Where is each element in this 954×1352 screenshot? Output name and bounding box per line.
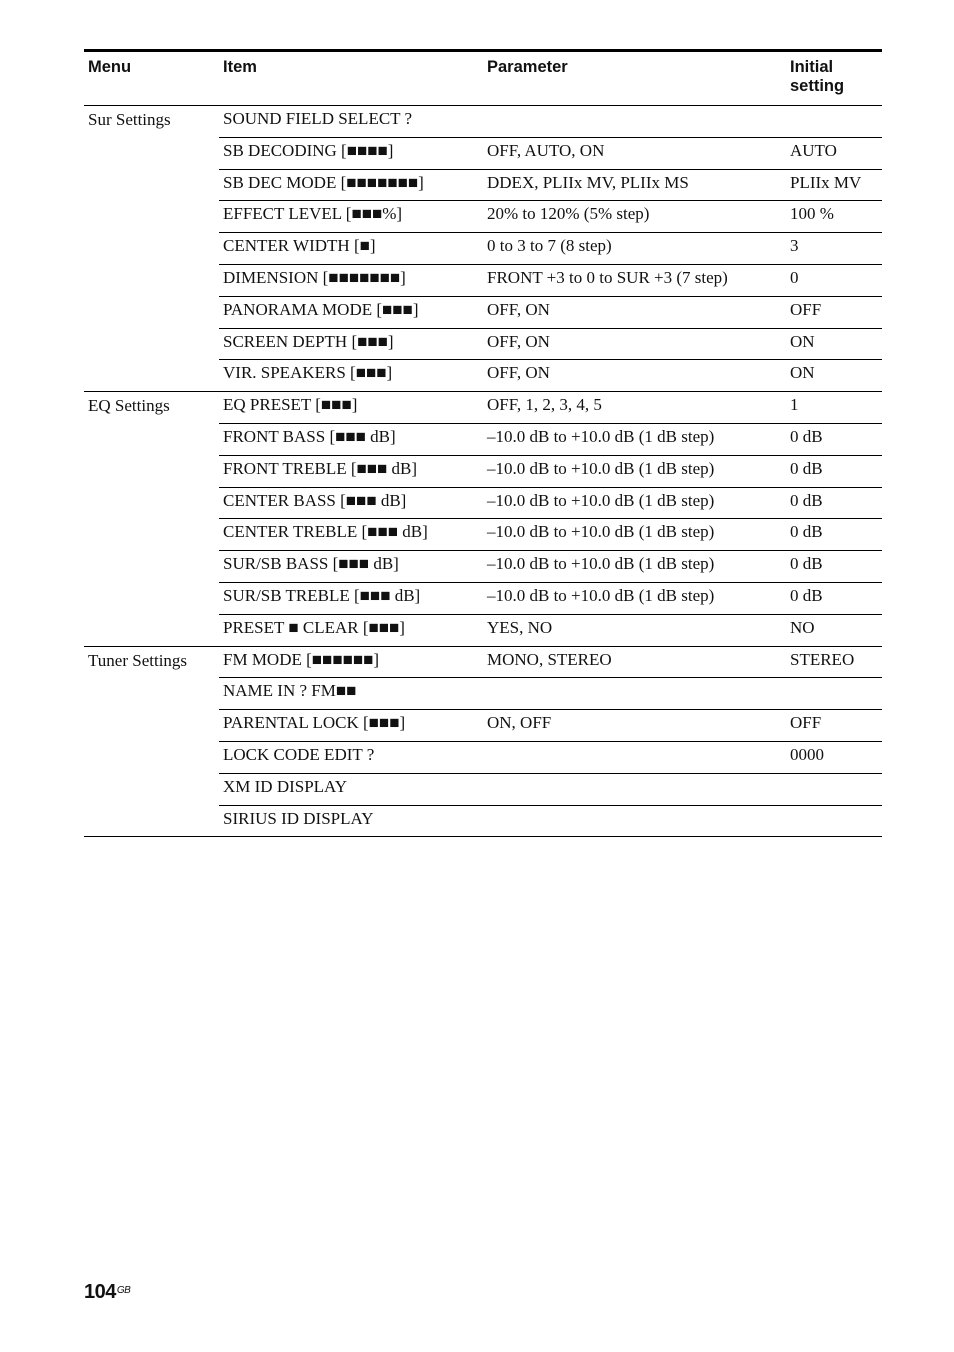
- initial-setting-cell: OFF: [786, 296, 882, 328]
- initial-setting-cell: 0 dB: [786, 487, 882, 519]
- parameter-cell: YES, NO: [483, 614, 786, 646]
- header-initial-line2: setting: [790, 77, 845, 95]
- item-cell: PANORAMA MODE [■■■]: [219, 296, 483, 328]
- settings-table: [84, 49, 882, 837]
- parameter-cell: –10.0 dB to +10.0 dB (1 dB step): [483, 423, 786, 455]
- parameter-cell: –10.0 dB to +10.0 dB (1 dB step): [483, 582, 786, 614]
- menu-group-label: EQ Settings: [84, 392, 219, 646]
- item-cell: SUR/SB BASS [■■■ dB]: [219, 551, 483, 583]
- parameter-cell: OFF, 1, 2, 3, 4, 5: [483, 392, 786, 424]
- parameter-cell: OFF, AUTO, ON: [483, 137, 786, 169]
- parameter-cell: –10.0 dB to +10.0 dB (1 dB step): [483, 455, 786, 487]
- initial-setting-cell: [786, 678, 882, 710]
- page-number-suffix: GB: [116, 1285, 131, 1296]
- item-cell: EQ PRESET [■■■]: [219, 392, 483, 424]
- parameter-cell: –10.0 dB to +10.0 dB (1 dB step): [483, 551, 786, 583]
- parameter-cell: [483, 773, 786, 805]
- table-row: [84, 106, 882, 138]
- initial-setting-cell: 0 dB: [786, 582, 882, 614]
- item-cell: SOUND FIELD SELECT ?: [219, 106, 483, 138]
- parameter-cell: FRONT +3 to 0 to SUR +3 (7 step): [483, 264, 786, 296]
- parameter-cell: OFF, ON: [483, 360, 786, 392]
- header-item: Item: [219, 51, 483, 106]
- initial-setting-cell: ON: [786, 328, 882, 360]
- initial-setting-cell: 0000: [786, 741, 882, 773]
- initial-setting-cell: [786, 773, 882, 805]
- parameter-cell: [483, 805, 786, 837]
- item-cell: SUR/SB TREBLE [■■■ dB]: [219, 582, 483, 614]
- parameter-cell: [483, 741, 786, 773]
- initial-setting-cell: NO: [786, 614, 882, 646]
- page-number-value: 104: [84, 1281, 116, 1303]
- initial-setting-cell: 0: [786, 264, 882, 296]
- initial-setting-cell: STEREO: [786, 646, 882, 678]
- parameter-cell: DDEX, PLIIx MV, PLIIx MS: [483, 169, 786, 201]
- parameter-cell: –10.0 dB to +10.0 dB (1 dB step): [483, 519, 786, 551]
- initial-setting-cell: ON: [786, 360, 882, 392]
- parameter-cell: ON, OFF: [483, 710, 786, 742]
- initial-setting-cell: 1: [786, 392, 882, 424]
- item-cell: NAME IN ? FM■■: [219, 678, 483, 710]
- parameter-cell: [483, 106, 786, 138]
- initial-setting-cell: PLIIx MV: [786, 169, 882, 201]
- header-initial-line1: Initial: [790, 58, 834, 76]
- parameter-cell: [483, 678, 786, 710]
- parameter-cell: OFF, ON: [483, 296, 786, 328]
- initial-setting-cell: AUTO: [786, 137, 882, 169]
- header-parameter: Parameter: [483, 51, 786, 106]
- header-initial-setting: [786, 51, 882, 106]
- initial-setting-cell: 0 dB: [786, 455, 882, 487]
- initial-setting-cell: OFF: [786, 710, 882, 742]
- item-cell: PARENTAL LOCK [■■■]: [219, 710, 483, 742]
- initial-setting-cell: 3: [786, 233, 882, 265]
- initial-setting-cell: 0 dB: [786, 519, 882, 551]
- initial-setting-cell: [786, 805, 882, 837]
- item-cell: VIR. SPEAKERS [■■■]: [219, 360, 483, 392]
- parameter-cell: MONO, STEREO: [483, 646, 786, 678]
- initial-setting-cell: [786, 106, 882, 138]
- initial-setting-cell: 0 dB: [786, 423, 882, 455]
- initial-setting-cell: 0 dB: [786, 551, 882, 583]
- parameter-cell: OFF, ON: [483, 328, 786, 360]
- item-cell: SB DEC MODE [■■■■■■■]: [219, 169, 483, 201]
- item-cell: FRONT TREBLE [■■■ dB]: [219, 455, 483, 487]
- menu-group-label: Tuner Settings: [84, 646, 219, 837]
- table-row: [84, 392, 882, 424]
- item-cell: SB DECODING [■■■■]: [219, 137, 483, 169]
- initial-setting-cell: 100 %: [786, 201, 882, 233]
- item-cell: CENTER WIDTH [■]: [219, 233, 483, 265]
- table-row: [84, 646, 882, 678]
- page-number: [84, 1280, 130, 1304]
- parameter-cell: 20% to 120% (5% step): [483, 201, 786, 233]
- item-cell: SIRIUS ID DISPLAY: [219, 805, 483, 837]
- item-cell: FM MODE [■■■■■■]: [219, 646, 483, 678]
- item-cell: FRONT BASS [■■■ dB]: [219, 423, 483, 455]
- item-cell: LOCK CODE EDIT ?: [219, 741, 483, 773]
- header-row: [84, 51, 882, 106]
- item-cell: CENTER BASS [■■■ dB]: [219, 487, 483, 519]
- item-cell: DIMENSION [■■■■■■■]: [219, 264, 483, 296]
- header-menu: Menu: [84, 51, 219, 106]
- item-cell: EFFECT LEVEL [■■■%]: [219, 201, 483, 233]
- menu-group-label: Sur Settings: [84, 106, 219, 392]
- item-cell: SCREEN DEPTH [■■■]: [219, 328, 483, 360]
- parameter-cell: –10.0 dB to +10.0 dB (1 dB step): [483, 487, 786, 519]
- table-body: [84, 106, 882, 837]
- table-header: [84, 51, 882, 106]
- item-cell: XM ID DISPLAY: [219, 773, 483, 805]
- parameter-cell: 0 to 3 to 7 (8 step): [483, 233, 786, 265]
- item-cell: PRESET ■ CLEAR [■■■]: [219, 614, 483, 646]
- item-cell: CENTER TREBLE [■■■ dB]: [219, 519, 483, 551]
